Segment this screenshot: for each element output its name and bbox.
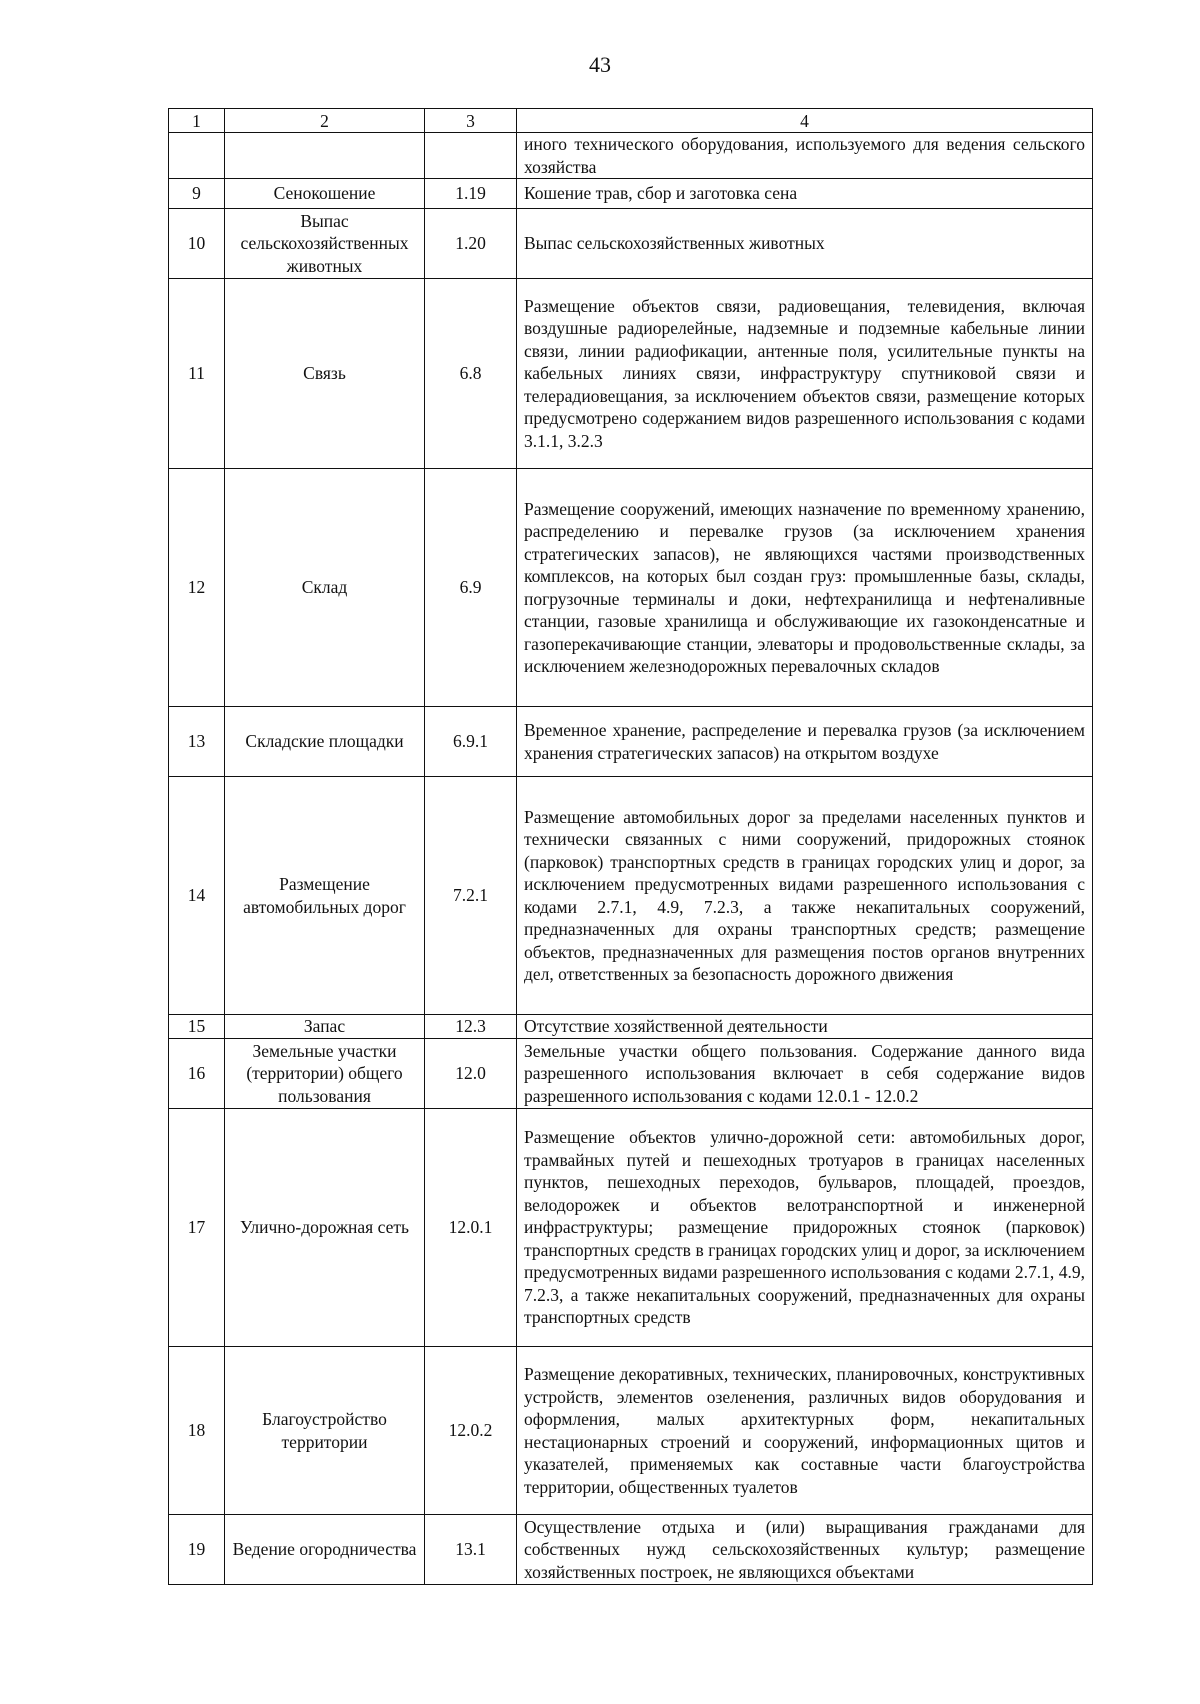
use-code: 12.0.1 <box>425 1109 517 1347</box>
use-name: Благоустройство территории <box>225 1347 425 1515</box>
use-name: Улично-дорожная сеть <box>225 1109 425 1347</box>
table-row <box>169 133 1093 179</box>
table-row <box>169 1039 1093 1109</box>
table-row <box>169 1015 1093 1039</box>
use-code: 6.9.1 <box>425 707 517 777</box>
use-code: 7.2.1 <box>425 777 517 1015</box>
table-row <box>169 469 1093 707</box>
use-code: 12.0 <box>425 1039 517 1109</box>
page-number: 43 <box>589 52 611 77</box>
use-description: Земельные участки общего пользования. Содержание данного вида разрешенного использования включает в себя содержание видов разрешенного использования с кодами 12.0.1 - 12.0.2 <box>517 1039 1093 1109</box>
use-name: Выпас сельскохозяйственных животных <box>225 209 425 279</box>
table-row <box>169 279 1093 469</box>
use-name <box>225 133 425 179</box>
table-row <box>169 1515 1093 1585</box>
use-name: Сенокошение <box>225 179 425 209</box>
use-description: Размещение объектов улично-дорожной сети: автомобильных дорог, трамвайных путей и пешеходных тротуаров в границах населенных пунктов, пешеходных переходов, бульваров, площадей, проездов, велодорожек и объектов велотранспортной и инженерной инфраструктуры; размещение придорожных стоянок (парковок) транспортных средств в границах городских улиц и дорог, за исключением предусмотренных видами разрешенного использования с кодами 2.7.1, 4.9, 7.2.3, а также некапитальных сооружений, предназначенных для охраны транспортных средств <box>517 1109 1093 1347</box>
use-description: Размещение декоративных, технических, планировочных, конструктивных устройств, элементов озеленения, различных видов оборудования и оформления, малых архитектурных форм, некапитальных нестационарных строений и сооружений, информационных щитов и указателей, применяемых как составные части благоустройства территории, общественных туалетов <box>517 1347 1093 1515</box>
use-description: Размещение сооружений, имеющих назначение по временному хранению, распределению и перевалке грузов (за исключением хранения стратегических запасов), не являющихся частями производственных комплексов, на которых был создан груз: промышленные базы, склады, погрузочные терминалы и доки, нефтехранилища и нефтеналивные станции, газовые хранилища и обслуживающие их газоконденсатные и газоперекачивающие станции, элеваторы и продовольственные склады, за исключением железнодорожных перевалочных складов <box>517 469 1093 707</box>
use-description: Временное хранение, распределение и перевалка грузов (за исключением хранения стратегических запасов) на открытом воздухе <box>517 707 1093 777</box>
table-row <box>169 179 1093 209</box>
use-name: Земельные участки (территории) общего пользования <box>225 1039 425 1109</box>
row-number: 16 <box>169 1039 225 1109</box>
use-code: 13.1 <box>425 1515 517 1585</box>
row-number: 18 <box>169 1347 225 1515</box>
row-number: 12 <box>169 469 225 707</box>
row-number: 19 <box>169 1515 225 1585</box>
use-description: Выпас сельскохозяйственных животных <box>517 209 1093 279</box>
header-cell-1: 1 <box>169 109 225 133</box>
use-name: Размещение автомобильных дорог <box>225 777 425 1015</box>
use-description: Размещение объектов связи, радиовещания, телевидения, включая воздушные радиорелейные, надземные и подземные кабельные линии связи, линии радиофикации, антенные поля, усилительные пункты на кабельных линиях связи, инфраструктуру спутниковой связи и телерадиовещания, за исключением объектов связи, размещение которых предусмотрено содержанием видов разрешенного использования с кодами 3.1.1, 3.2.3 <box>517 279 1093 469</box>
table-row <box>169 1347 1093 1515</box>
use-code: 12.3 <box>425 1015 517 1039</box>
row-number: 17 <box>169 1109 225 1347</box>
use-code: 1.20 <box>425 209 517 279</box>
row-number: 9 <box>169 179 225 209</box>
row-number: 15 <box>169 1015 225 1039</box>
row-number: 13 <box>169 707 225 777</box>
table-row <box>169 777 1093 1015</box>
use-name: Связь <box>225 279 425 469</box>
row-number: 11 <box>169 279 225 469</box>
use-code: 6.9 <box>425 469 517 707</box>
use-description: иного технического оборудования, используемого для ведения сельского хозяйства <box>517 133 1093 179</box>
use-code <box>425 133 517 179</box>
row-number <box>169 133 225 179</box>
use-name: Запас <box>225 1015 425 1039</box>
table-row <box>169 707 1093 777</box>
table-row <box>169 209 1093 279</box>
use-description: Кошение трав, сбор и заготовка сена <box>517 179 1093 209</box>
land-use-table <box>168 108 1093 1585</box>
use-name: Ведение огородничества <box>225 1515 425 1585</box>
row-number: 14 <box>169 777 225 1015</box>
use-code: 6.8 <box>425 279 517 469</box>
use-description: Размещение автомобильных дорог за пределами населенных пунктов и технически связанных с ними сооружений, придорожных стоянок (парковок) транспортных средств в границах городских улиц и дорог, за исключением предусмотренных видами разрешенного использования с кодами 2.7.1, 4.9, 7.2.3, а также некапитальных сооружений, предназначенных для охраны транспортных средств; размещение объектов, предназначенных для размещения постов органов внутренних дел, ответственных за безопасность дорожного движения <box>517 777 1093 1015</box>
header-cell-2: 2 <box>225 109 425 133</box>
use-code: 12.0.2 <box>425 1347 517 1515</box>
table-row <box>169 1109 1093 1347</box>
use-name: Складские площадки <box>225 707 425 777</box>
header-cell-3: 3 <box>425 109 517 133</box>
use-code: 1.19 <box>425 179 517 209</box>
row-number: 10 <box>169 209 225 279</box>
use-description: Отсутствие хозяйственной деятельности <box>517 1015 1093 1039</box>
use-description: Осуществление отдыха и (или) выращивания гражданами для собственных нужд сельскохозяйственных культур; размещение хозяйственных построек, не являющихся объектами <box>517 1515 1093 1585</box>
use-name: Склад <box>225 469 425 707</box>
header-cell-4: 4 <box>517 109 1093 133</box>
table-header-row <box>169 109 1093 133</box>
